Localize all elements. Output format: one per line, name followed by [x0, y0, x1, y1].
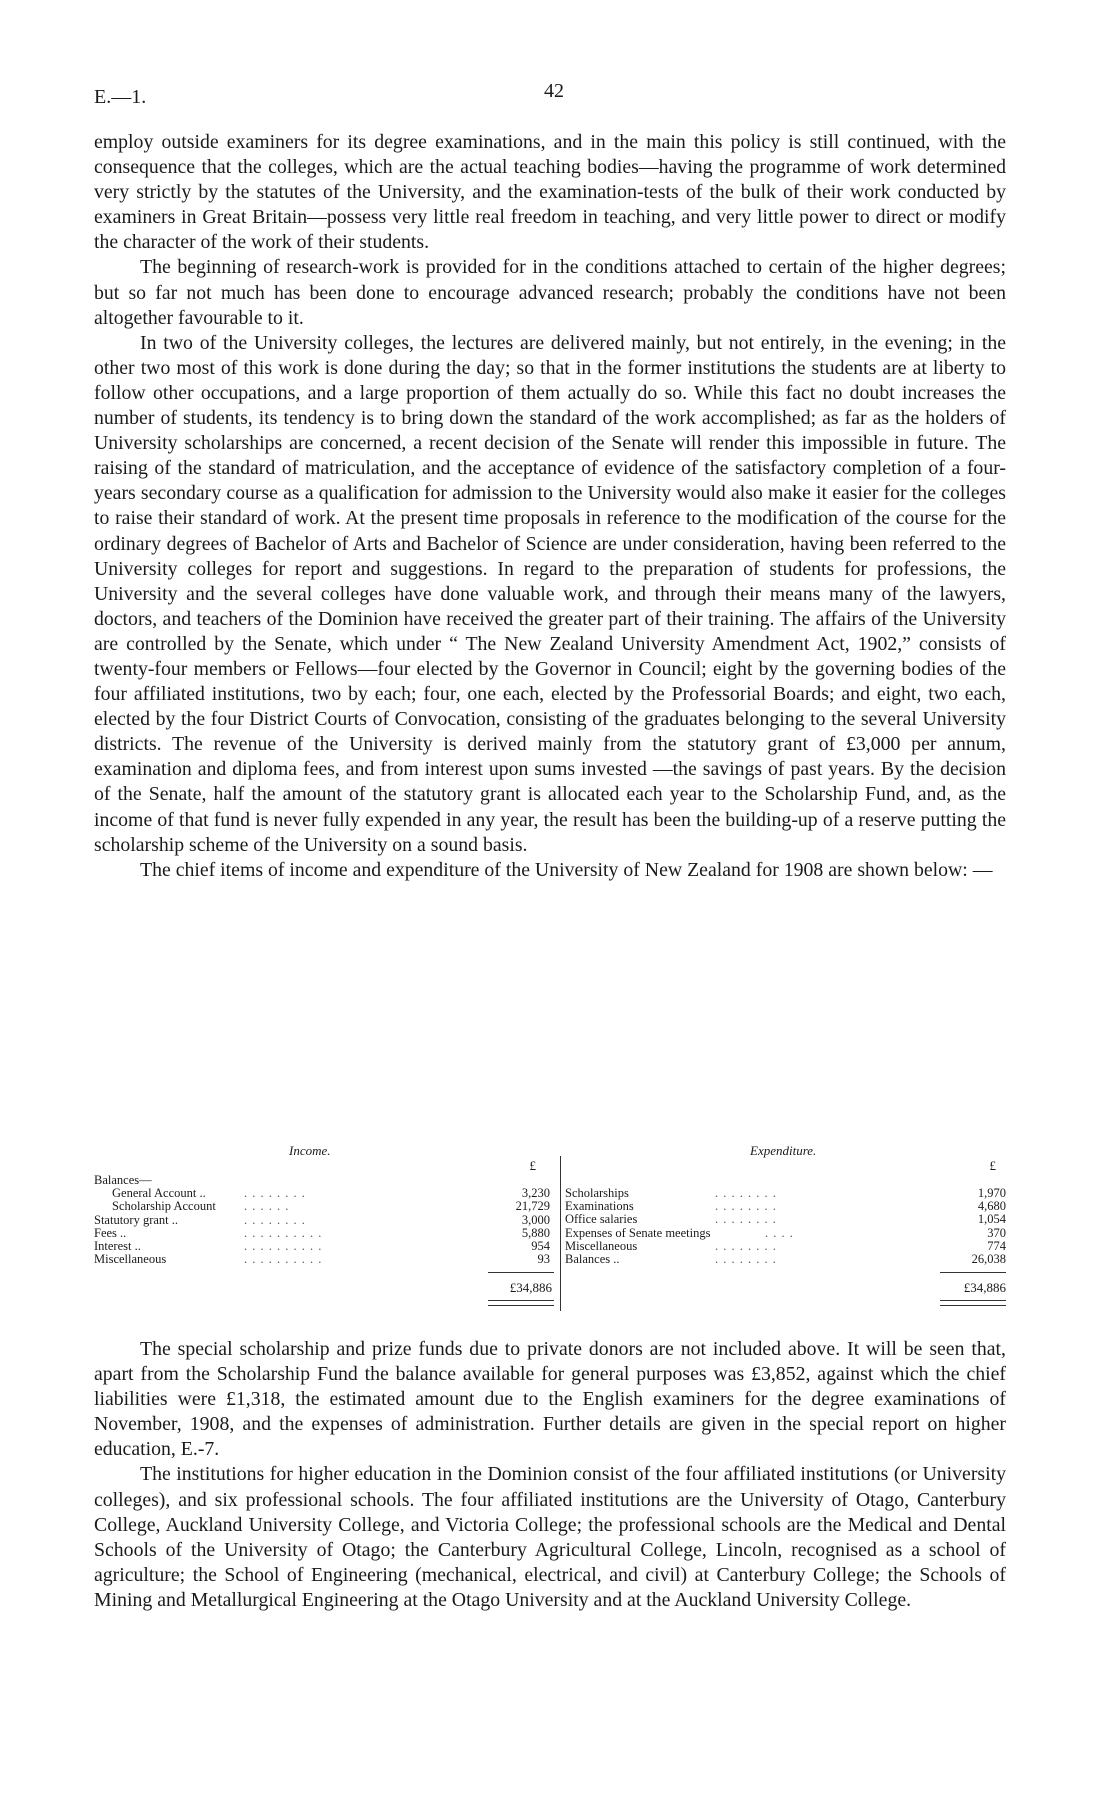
income-column — [94, 1144, 560, 1319]
income-group-label: Balances— — [94, 1173, 152, 1187]
page-header — [94, 80, 1014, 116]
document-code: E.—1. — [94, 86, 147, 108]
row-amount: 774 — [987, 1238, 1006, 1253]
income-total: £34,886 — [509, 1280, 552, 1295]
expenditure-column — [565, 1144, 1006, 1319]
row-amount: 5,880 — [521, 1225, 550, 1240]
table-row — [94, 1253, 560, 1266]
total-double-rule — [488, 1300, 554, 1306]
income-currency: £ — [529, 1158, 536, 1173]
table-row — [565, 1240, 1006, 1253]
row-amount: 1,970 — [977, 1186, 1006, 1200]
expenditure-caption: Expenditure. — [750, 1143, 817, 1158]
body-text-bottom — [94, 1337, 1006, 1613]
row-amount: 370 — [987, 1225, 1006, 1240]
income-caption: Income. — [289, 1143, 331, 1158]
expenditure-total: £34,886 — [963, 1280, 1006, 1295]
table-row — [94, 1200, 560, 1213]
row-amount: 93 — [537, 1252, 550, 1267]
paragraph: In two of the University colleges, the lectures are delivered mainly, but not entirely, in the evening; in the other two most of this work is done during the day; so that in the former institutions the students are at liberty to follow other occupations, and a large proportion of them actually do so. While this fact no doubt increases the number of students, its tendency is to bring down the standard of the work accomplished; as far as the holders of University scholarships are concerned, a recent decision of the Senate will render this impossible in future. The raising of the standard of matriculation, and the acceptance of evidence of the satisfactory completion of a four-years secondary course as a qualification for admission to the University would also make it easier for the colleges to raise their standard of work. At the present time proposals in reference to the modification of the course for the ordinary degrees of Bachelor of Arts and Bachelor of Science are under consideration, having been referred to the University colleges for report and suggestions. In regard to the preparation of students for professions, the University and the several colleges have done valuable work, and through their means many of the lawyers, doctors, and teachers of the Dominion have received the greater part of their training. The affairs of the University are controlled by the Senate, which under “ The New Zealand University Amendment Act, 1902,” consists of twenty-four members or Fellows—four elected by the Governor in Council; eight by the governing bodies of the four affiliated institutions, two by each; four, one each, elected by the Professorial Boards; and eight, two each, elected by the four District Courts of Convocation, consisting of the graduates belonging to the several University districts. The revenue of the University is derived mainly from the statutory grant of £3,000 per annum, examination and diploma fees, and from interest upon sums invested —the savings of past years. By the decision of the Senate, half the amount of the statutory grant is allocated each year to the Scholarship Fund, and, as the income of that fund is never fully expended in any year, the result has been the building-up of a reserve putting the scholarship scheme of the University on a sound basis. — [94, 331, 1006, 856]
table-row — [565, 1253, 1006, 1266]
row-leader: . . . . . . . . . . — [244, 1239, 323, 1253]
row-label: Statutory grant .. — [94, 1212, 179, 1227]
row-leader: . . . . . . . . — [715, 1252, 777, 1266]
row-leader: . . . . — [765, 1226, 794, 1240]
income-expenditure-table — [94, 1144, 1006, 1319]
column-divider — [560, 1156, 561, 1311]
table-row — [94, 1227, 560, 1240]
row-label: Interest .. — [94, 1238, 141, 1253]
row-label: Examinations — [565, 1199, 634, 1214]
total-double-rule — [940, 1300, 1006, 1306]
row-label: Miscellaneous — [565, 1238, 638, 1253]
row-leader: . . . . . . . . — [715, 1239, 777, 1253]
row-amount: 1,054 — [977, 1212, 1006, 1227]
row-leader: . . . . . . . . — [715, 1200, 777, 1214]
row-leader: . . . . . . — [244, 1200, 290, 1214]
row-amount: 21,729 — [515, 1199, 550, 1214]
row-leader: . . . . . . . . — [715, 1213, 777, 1227]
page-number: 42 — [544, 80, 564, 102]
row-leader: . . . . . . . . — [244, 1213, 306, 1227]
row-amount: 3,000 — [521, 1212, 550, 1227]
paragraph: The chief items of income and expenditure of the University of New Zealand for 1908 are shown below: — — [140, 858, 993, 881]
paragraph: The institutions for higher education in the Dominion consist of the four affiliated institutions (or University colleges), and six professional schools. The four affiliated institutions are the University of Otago, Canterbury College, Auckland University College, and Victoria College; the professional schools are the Medical and Dental Schools of the University of Otago; the Canterbury Agricultural College, Lincoln, recognised as a school of agriculture; the School of Engineering (mechanical, electrical, and civil) at Canterbury College; the Schools of Mining and Metallurgical Engineering at the Otago University and at the Auckland University College. — [94, 1463, 1006, 1611]
row-label: Scholarship Account — [112, 1199, 216, 1214]
paragraph: The beginning of research-work is provided for in the conditions attached to certain of the higher degrees; but so far not much has been done to encourage advanced research; probably the conditions have not been altogether favourable to it. — [94, 256, 1006, 329]
row-label: Miscellaneous — [94, 1252, 167, 1267]
row-amount: 26,038 — [971, 1251, 1006, 1266]
row-leader: . . . . . . . . . . — [244, 1253, 323, 1267]
row-label: Expenses of Senate meetings — [565, 1225, 711, 1240]
row-amount: 4,680 — [977, 1199, 1006, 1214]
expenditure-currency: £ — [989, 1158, 996, 1173]
paragraph: employ outside examiners for its degree examinations, and in the main this policy is still continued, with the consequence that the colleges, which are the actual teaching bodies—having the programme of work determined very strictly by the statutes of the University, and the examination-tests of the bulk of their work conducted by examiners in Great Britain—possess very little real freedom in teaching, and very little power to direct or modify the character of the work of their students. — [94, 131, 1006, 254]
row-leader: . . . . . . . . . . — [244, 1226, 323, 1240]
row-label: Balances .. — [565, 1251, 620, 1266]
row-label: Scholarships — [565, 1186, 629, 1200]
row-leader: . . . . . . . . — [715, 1187, 777, 1200]
paragraph: The special scholarship and prize funds due to private donors are not included above. It will be seen that, apart from the Scholarship Fund the balance available for general purposes was £3,852, against which the chief liabilities were £1,318, the estimated amount due to the English examiners for the degree examinations of November, 1908, and the expenses of administration. Further details are given in the special report on higher education, E.-7. — [94, 1338, 1006, 1461]
total-rule — [488, 1272, 554, 1273]
table-row — [565, 1213, 1006, 1226]
row-label: General Account .. — [112, 1186, 206, 1201]
row-label: Fees .. — [94, 1225, 127, 1240]
body-text-top — [94, 130, 1006, 883]
row-amount: 954 — [531, 1238, 550, 1253]
table-row — [94, 1214, 560, 1227]
row-amount: 3,230 — [521, 1186, 550, 1201]
row-label: Office salaries — [565, 1212, 638, 1227]
row-leader: . . . . . . . . — [244, 1187, 306, 1201]
table-row — [565, 1227, 1006, 1240]
total-rule — [940, 1272, 1006, 1273]
